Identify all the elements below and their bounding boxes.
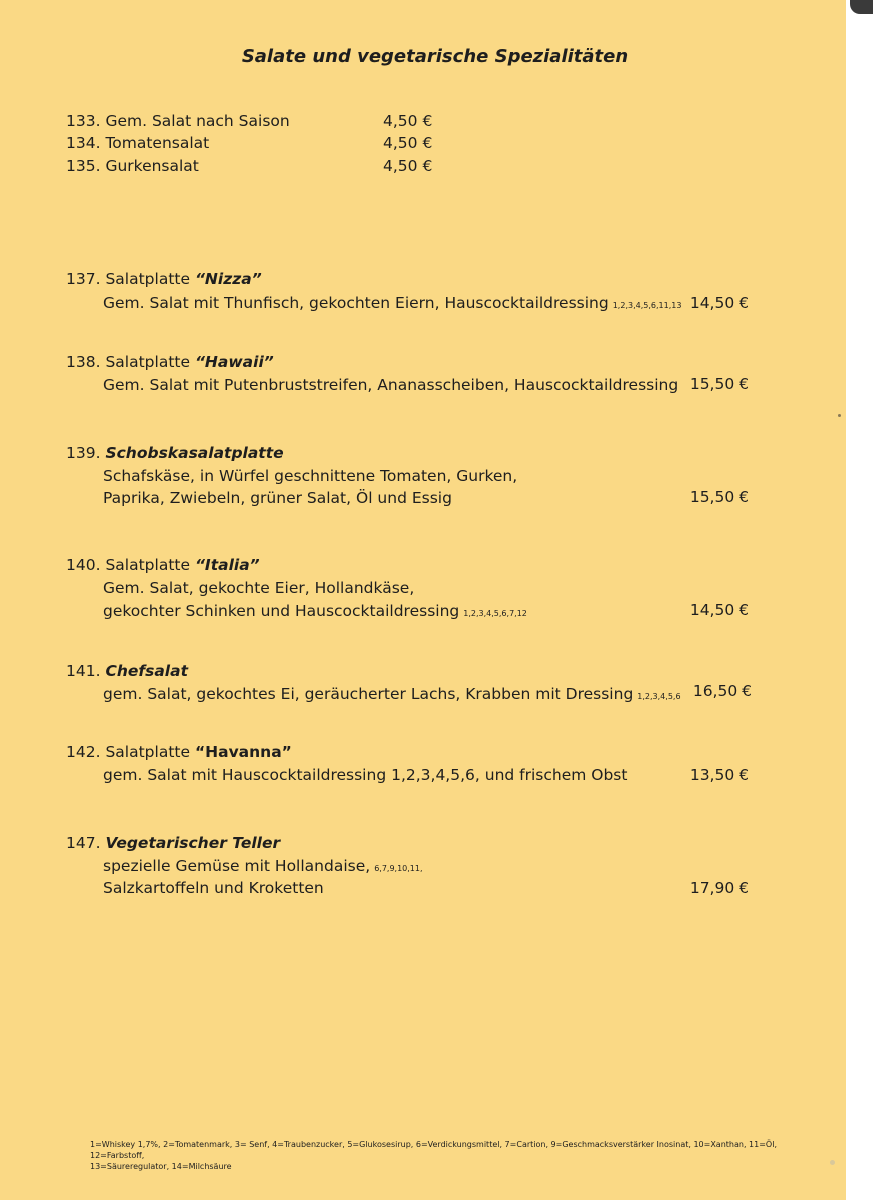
description-line: spezielle Gemüse mit Hollandaise,	[103, 857, 371, 875]
item-description: gem. Salat mit Hauscocktaildressing 1,2,3,4,5,6, und frischem Obst	[103, 766, 628, 784]
menu-item-135	[66, 157, 433, 175]
allergen-codes: 1,2,3,4,5,6	[637, 692, 681, 701]
allergen-footnote	[90, 1139, 830, 1172]
item-title-140	[66, 556, 260, 574]
item-price: 15,50 €	[689, 375, 749, 393]
paper-speck	[838, 414, 841, 417]
item-name: 133. Gem. Salat nach Saison	[66, 112, 290, 130]
item-price: 15,50 €	[689, 488, 749, 506]
description-line: Gem. Salat mit Thunfisch, gekochten Eiern, Hauscocktaildressing	[103, 294, 609, 312]
item-description	[103, 857, 423, 875]
item-name: “Havanna”	[194, 743, 292, 761]
item-description	[103, 602, 527, 620]
item-name: Vegetarischer Teller	[105, 834, 281, 852]
item-price: 13,50 €	[689, 766, 749, 784]
item-name: Schobskasalatplatte	[105, 444, 284, 462]
item-description: Salzkartoffeln und Kroketten	[103, 879, 324, 897]
item-price: 14,50 €	[689, 294, 749, 312]
menu-item-133	[66, 112, 433, 130]
item-name: “Italia”	[194, 556, 260, 574]
item-name: “Hawaii”	[194, 353, 274, 371]
item-title-138	[66, 353, 274, 371]
item-name: 134. Tomatensalat	[66, 134, 210, 152]
item-number: 137.	[66, 270, 101, 288]
item-number: 140.	[66, 556, 101, 574]
item-description: Paprika, Zwiebeln, grüner Salat, Öl und Essig	[103, 489, 452, 507]
item-description	[103, 685, 681, 703]
item-price: 4,50 €	[383, 157, 433, 175]
allergen-codes: 1,2,3,4,5,6,11,13	[612, 301, 682, 310]
allergen-codes: 6,7,9,10,11,	[374, 864, 423, 873]
description-line: gekochter Schinken und Hauscocktaildressing	[103, 602, 460, 620]
item-name: “Nizza”	[194, 270, 262, 288]
item-price: 14,50 €	[689, 601, 749, 619]
item-prefix: Salatplatte	[105, 270, 191, 288]
item-number: 141.	[66, 662, 101, 680]
item-title-147	[66, 834, 280, 852]
item-number: 139.	[66, 444, 101, 462]
item-name: Chefsalat	[105, 662, 188, 680]
paper-speck	[830, 1160, 835, 1165]
item-title-137	[66, 270, 262, 288]
allergen-codes: 1,2,3,4,5,6,7,12	[463, 609, 527, 618]
item-title-139	[66, 444, 284, 462]
scan-corner	[850, 0, 873, 14]
item-number: 142.	[66, 743, 101, 761]
item-prefix: Salatplatte	[105, 556, 191, 574]
item-number: 138.	[66, 353, 101, 371]
item-title-142	[66, 743, 292, 761]
item-price: 17,90 €	[689, 879, 749, 897]
item-prefix: Salatplatte	[105, 743, 191, 761]
footnote-line: 13=Säureregulator, 14=Milchsäure	[90, 1162, 232, 1171]
scan-margin	[846, 0, 873, 1200]
item-price: 4,50 €	[383, 112, 433, 130]
item-description	[103, 294, 681, 312]
item-number: 147.	[66, 834, 101, 852]
description-line: gem. Salat, gekochtes Ei, geräucherter Lachs, Krabben mit Dressing	[103, 685, 634, 703]
item-price: 16,50 €	[692, 682, 752, 700]
page-title: Salate und vegetarische Spezialitäten	[241, 46, 629, 67]
item-title-141	[66, 662, 188, 680]
item-price: 4,50 €	[383, 134, 433, 152]
item-description: Gem. Salat, gekochte Eier, Hollandkäse,	[103, 579, 415, 597]
item-name: 135. Gurkensalat	[66, 157, 199, 175]
footnote-line: 1=Whiskey 1,7%, 2=Tomatenmark, 3= Senf, 4=Traubenzucker, 5=Glukosesirup, 6=Verdickungsmittel, 7=Cartion, 9=Geschmacksverstärker Inosinat, 10=Xanthan, 11=Öl, 12=Farbstoff,	[90, 1140, 777, 1160]
item-description: Schafskäse, in Würfel geschnittene Tomaten, Gurken,	[103, 467, 518, 485]
item-description: Gem. Salat mit Putenbruststreifen, Ananasscheiben, Hauscocktaildressing	[103, 376, 679, 394]
menu-item-134	[66, 134, 433, 152]
item-prefix: Salatplatte	[105, 353, 191, 371]
